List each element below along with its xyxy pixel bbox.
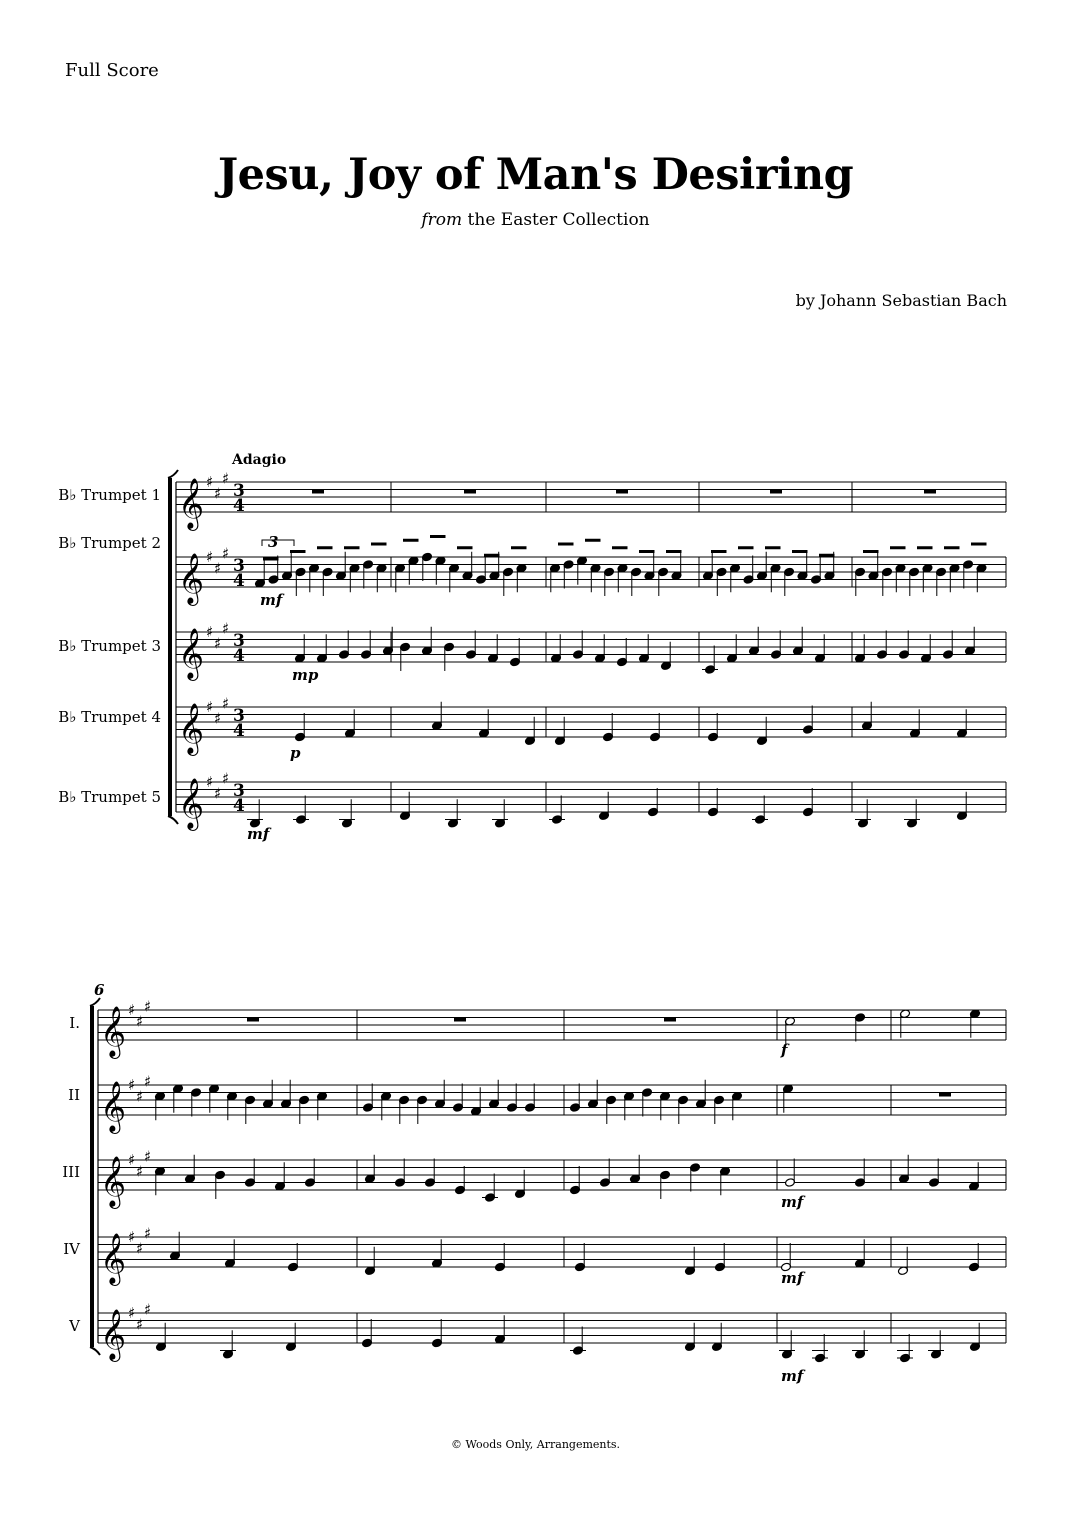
treble-clef-icon: 𝄞 xyxy=(100,1233,127,1284)
beam xyxy=(403,539,419,542)
instrument-label-trumpet-2: B♭ Trumpet 2 xyxy=(58,534,161,552)
subtitle-from: from xyxy=(421,210,463,230)
beam xyxy=(484,554,500,557)
instrument-label-trumpet-5: B♭ Trumpet 5 xyxy=(58,788,161,806)
copyright-footer: © Woods Only, Arrangements. xyxy=(450,1438,621,1451)
instrument-label-trumpet-3: B♭ Trumpet 3 xyxy=(58,637,161,655)
treble-clef-icon: 𝄞 xyxy=(178,628,205,679)
instrument-label-I: I. xyxy=(69,1014,80,1032)
beam xyxy=(612,546,628,549)
sharp-icon: ♯ xyxy=(128,1151,136,1169)
beam xyxy=(890,546,906,549)
instrument-label-II: II xyxy=(68,1086,80,1104)
treble-clef-icon: 𝄞 xyxy=(100,1006,127,1057)
tempo-marking: Adagio xyxy=(232,452,287,468)
sharp-icon: ♯ xyxy=(144,1300,152,1319)
beam xyxy=(819,554,835,557)
composer: by Johann Sebastian Bach xyxy=(795,291,1007,310)
beam xyxy=(457,546,473,549)
system-bracket xyxy=(90,1006,94,1347)
treble-clef-icon: 𝄞 xyxy=(178,778,205,829)
time-sig-bottom: 4 xyxy=(233,571,245,591)
beam xyxy=(971,543,987,546)
dynamic-mf: mf xyxy=(247,825,270,843)
whole-rest-icon xyxy=(454,1018,466,1022)
sharp-icon: ♯ xyxy=(214,709,222,728)
beam xyxy=(792,550,808,553)
dynamic-mf: mf xyxy=(781,1193,804,1211)
dynamic-mf: mf xyxy=(260,591,283,609)
sharp-icon: ♯ xyxy=(128,1076,136,1094)
sharp-icon: ♯ xyxy=(222,694,230,713)
dynamic-p: p xyxy=(290,744,301,762)
time-sig-top: 3 xyxy=(233,631,245,651)
sharp-icon: ♯ xyxy=(128,1001,136,1019)
whole-rest-icon xyxy=(939,1093,951,1097)
sharp-icon: ♯ xyxy=(206,473,214,491)
instrument-label-III: III xyxy=(62,1163,80,1181)
beam xyxy=(263,558,279,561)
time-sig-top: 3 xyxy=(233,556,245,576)
sharp-icon: ♯ xyxy=(214,559,222,578)
beam xyxy=(344,546,360,549)
score-type-label: Full Score xyxy=(65,60,159,81)
sharp-icon: ♯ xyxy=(222,769,230,788)
sharp-icon: ♯ xyxy=(222,469,230,488)
beam xyxy=(765,546,781,549)
treble-clef-icon: 𝄞 xyxy=(100,1081,127,1132)
system-bracket xyxy=(168,478,172,816)
bracket-hook xyxy=(168,816,178,824)
sharp-icon: ♯ xyxy=(128,1304,136,1322)
whole-rest-icon xyxy=(924,490,936,494)
sharp-icon: ♯ xyxy=(136,1315,144,1334)
beam xyxy=(371,543,387,546)
treble-clef-icon: 𝄞 xyxy=(100,1309,127,1360)
system-1-staves xyxy=(168,469,1006,831)
subtitle-collection: the Easter Collection xyxy=(467,210,650,230)
sharp-icon: ♯ xyxy=(144,1072,152,1091)
beam xyxy=(863,550,879,553)
dynamic-mf: mf xyxy=(781,1367,804,1385)
sharp-icon: ♯ xyxy=(214,634,222,653)
time-sig-bottom: 4 xyxy=(233,496,245,516)
whole-rest-icon xyxy=(616,490,628,494)
time-sig-top: 3 xyxy=(233,781,245,801)
sharp-icon: ♯ xyxy=(128,1228,136,1246)
sharp-icon: ♯ xyxy=(206,623,214,641)
sharp-icon: ♯ xyxy=(222,619,230,638)
system-2-staves xyxy=(90,997,1006,1363)
beam xyxy=(430,535,446,538)
bracket-hook xyxy=(90,998,100,1006)
sharp-icon: ♯ xyxy=(214,784,222,803)
dynamic-mp: mp xyxy=(292,666,319,684)
instrument-label-V: V xyxy=(69,1317,80,1335)
treble-clef-icon: 𝄞 xyxy=(178,703,205,754)
sharp-icon: ♯ xyxy=(136,1162,144,1181)
sharp-icon: ♯ xyxy=(144,997,152,1016)
system-2 xyxy=(62,981,1006,1385)
whole-rest-icon xyxy=(464,490,476,494)
sharp-icon: ♯ xyxy=(136,1239,144,1258)
tuplet-number: 3 xyxy=(268,533,279,551)
time-sig-bottom: 4 xyxy=(233,646,245,666)
treble-clef-icon: 𝄞 xyxy=(178,478,205,529)
beam xyxy=(317,546,333,549)
time-sig-top: 3 xyxy=(233,706,245,726)
measure-number: 6 xyxy=(94,981,105,999)
beam xyxy=(738,546,754,549)
treble-clef-icon: 𝄞 xyxy=(178,553,205,604)
whole-rest-icon xyxy=(247,1018,259,1022)
sharp-icon: ♯ xyxy=(222,544,230,563)
whole-rest-icon xyxy=(312,490,324,494)
beam xyxy=(711,550,727,553)
dynamic-mf: mf xyxy=(781,1269,804,1287)
bracket-hook xyxy=(90,1347,100,1355)
piece-title: Jesu, Joy of Man's Desiring xyxy=(217,150,854,200)
dynamic-f: f xyxy=(781,1041,788,1059)
beam xyxy=(666,550,682,553)
beam xyxy=(290,550,306,553)
beam xyxy=(558,543,574,546)
instrument-label-IV: IV xyxy=(63,1240,80,1258)
sharp-icon: ♯ xyxy=(214,484,222,503)
sharp-icon: ♯ xyxy=(206,773,214,791)
beam xyxy=(639,550,655,553)
bracket-hook xyxy=(168,470,178,478)
time-sig-top: 3 xyxy=(233,481,245,501)
time-sig-bottom: 4 xyxy=(233,721,245,741)
sharp-icon: ♯ xyxy=(136,1012,144,1031)
sharp-icon: ♯ xyxy=(206,548,214,566)
beam xyxy=(585,539,601,542)
instrument-label-trumpet-1: B♭ Trumpet 1 xyxy=(58,486,161,504)
beam xyxy=(944,546,960,549)
instrument-label-trumpet-4: B♭ Trumpet 4 xyxy=(58,708,161,726)
time-sig-bottom: 4 xyxy=(233,796,245,816)
whole-rest-icon xyxy=(664,1018,676,1022)
sharp-icon: ♯ xyxy=(144,1147,152,1166)
beam xyxy=(917,546,933,549)
whole-rest-icon xyxy=(770,490,782,494)
sharp-icon: ♯ xyxy=(206,698,214,716)
sharp-icon: ♯ xyxy=(144,1224,152,1243)
treble-clef-icon: 𝄞 xyxy=(100,1156,127,1207)
beam xyxy=(511,546,527,549)
system-1 xyxy=(58,452,1006,843)
sharp-icon: ♯ xyxy=(136,1087,144,1106)
